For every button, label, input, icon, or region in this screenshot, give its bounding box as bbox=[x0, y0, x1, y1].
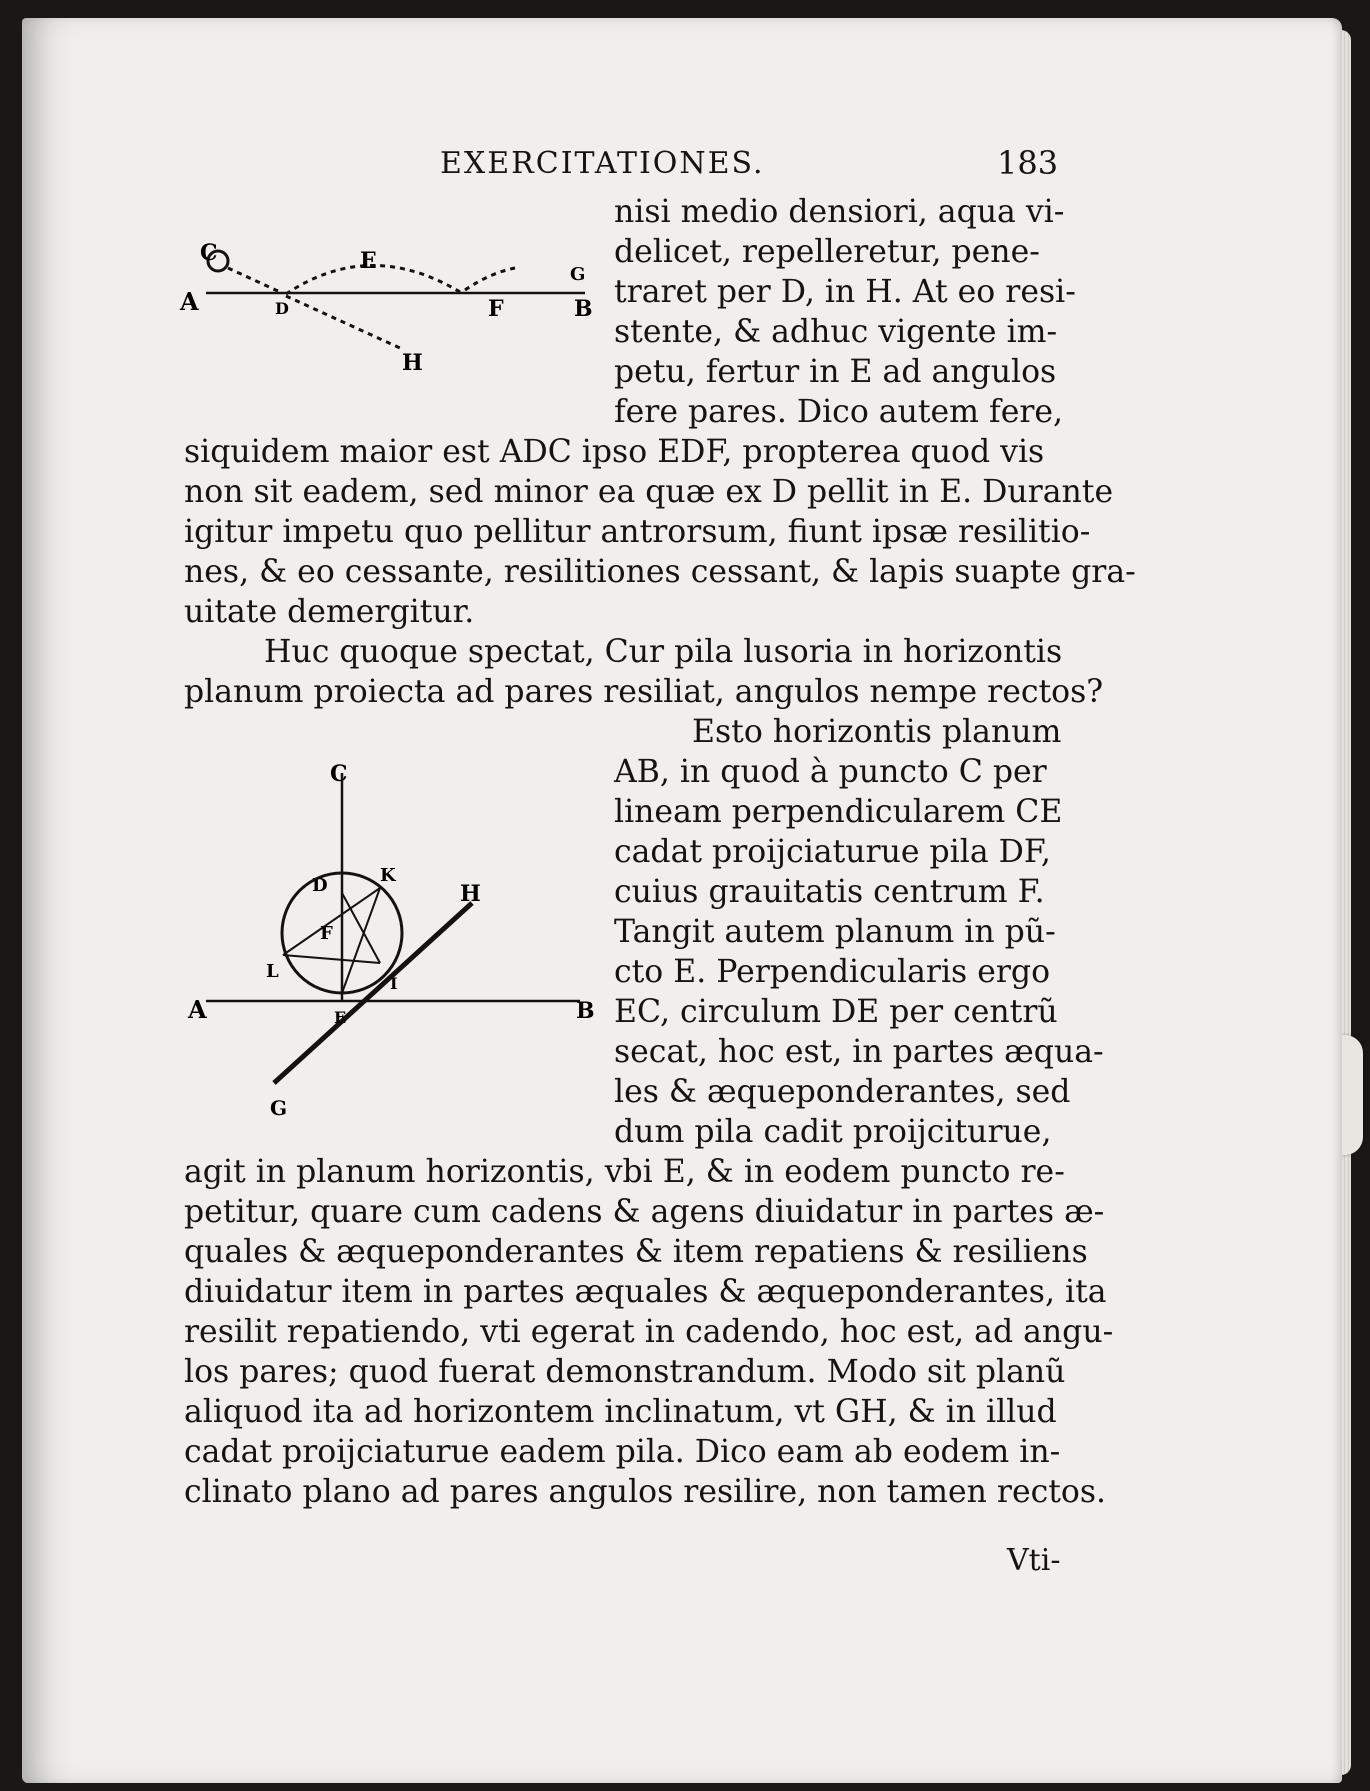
text-line: quales & æqueponderantes & item repatiens & resiliens bbox=[184, 1234, 1088, 1270]
text-line: planum proiecta ad pares resiliat, angulos nempe rectos? bbox=[184, 674, 1104, 710]
text-line: cuius grauitatis centrum F. bbox=[614, 874, 1045, 910]
label-l: L bbox=[266, 961, 279, 982]
text-line: cto E. Perpendicularis ergo bbox=[614, 954, 1051, 990]
label-f: F bbox=[320, 923, 333, 944]
text-line: traret per D, in H. At eo resi- bbox=[614, 274, 1076, 310]
page-number: 183 bbox=[997, 144, 1059, 182]
text-line: diuidatur item in partes æquales & æqueponderantes, ita bbox=[184, 1274, 1107, 1310]
text-line: stente, & adhuc vigente im- bbox=[614, 314, 1058, 350]
refracted-path bbox=[286, 296, 400, 348]
text-line: Huc quoque spectat, Cur pila lusoria in horizontis bbox=[264, 634, 1063, 670]
text-line: non sit eadem, sed minor ea quæ ex D pellit in E. Durante bbox=[184, 474, 1114, 510]
label-k: K bbox=[380, 865, 396, 886]
label-d: D bbox=[275, 299, 289, 318]
label-f: F bbox=[488, 296, 504, 322]
label-c: C bbox=[200, 240, 218, 266]
text-line: siquidem maior est ADC ipso EDF, propterea quod vis bbox=[184, 434, 1045, 470]
chord-li bbox=[283, 955, 380, 963]
text-line: EC, circulum DE per centrũ bbox=[614, 994, 1058, 1030]
figure-skipping-trajectory bbox=[170, 218, 610, 383]
text-line: uitate demergitur. bbox=[184, 594, 475, 630]
text-line: les & æqueponderantes, sed bbox=[614, 1074, 1071, 1110]
label-a: A bbox=[180, 287, 199, 316]
figure-ball-on-plane bbox=[162, 753, 602, 1133]
catchword: Vti- bbox=[1007, 1543, 1061, 1578]
text-line: delicet, repelleretur, pene- bbox=[614, 234, 1040, 270]
text-line: Tangit autem planum in pũ- bbox=[614, 914, 1056, 950]
text-line: cadat proijciaturue eadem pila. Dico eam ab eodem in- bbox=[184, 1434, 1061, 1470]
label-c: C bbox=[330, 761, 348, 787]
text-line: petitur, quare cum cadens & agens diuidatur in partes æ- bbox=[184, 1194, 1105, 1230]
label-b: B bbox=[574, 296, 593, 322]
text-line: igitur impetu quo pellitur antrorsum, fiunt ipsæ resilitio- bbox=[184, 514, 1091, 550]
label-i: I bbox=[390, 974, 398, 993]
label-g: G bbox=[570, 264, 586, 285]
text-line: resilit repatiendo, vti egerat in cadendo, hoc est, ad angu- bbox=[184, 1314, 1114, 1350]
text-line: agit in planum horizontis, vbi E, & in eodem puncto re- bbox=[184, 1154, 1065, 1190]
text-line: cadat proijciaturue pila DF, bbox=[614, 834, 1051, 870]
incoming-path bbox=[228, 268, 280, 292]
label-e: E bbox=[360, 248, 377, 274]
text-line: petu, fertur in E ad angulos bbox=[614, 354, 1057, 390]
book-page bbox=[22, 18, 1342, 1783]
text-line: nisi medio densiori, aqua vi- bbox=[614, 194, 1065, 230]
label-b: B bbox=[576, 998, 595, 1024]
label-g: G bbox=[270, 1096, 288, 1120]
text-line: nes, & eo cessante, resilitiones cessant, & lapis suapte gra- bbox=[184, 554, 1136, 590]
label-h: H bbox=[460, 881, 481, 907]
label-d: D bbox=[312, 875, 328, 896]
label-a: A bbox=[188, 995, 207, 1024]
label-h: H bbox=[402, 350, 423, 376]
text-line: secat, hoc est, in partes æqua- bbox=[614, 1034, 1104, 1070]
text-line: aliquod ita ad horizontem inclinatum, vt GH, & in illud bbox=[184, 1394, 1057, 1430]
text-line: AB, in quod à puncto C per bbox=[614, 754, 1047, 790]
text-line: lineam perpendicularem CE bbox=[614, 794, 1063, 830]
inclined-plane-gh bbox=[274, 903, 472, 1083]
text-line: fere pares. Dico autem fere, bbox=[614, 394, 1064, 430]
chord-lk bbox=[283, 888, 380, 955]
text-line: clinato plano ad pares angulos resilire, non tamen rectos. bbox=[184, 1474, 1107, 1510]
text-line: dum pila cadit proijciturue, bbox=[614, 1114, 1052, 1150]
running-header: EXERCITATIONES. bbox=[440, 146, 765, 181]
text-line: Esto horizontis planum bbox=[692, 714, 1062, 750]
text-line: los pares; quod fuerat demonstrandum. Modo sit planũ bbox=[184, 1354, 1066, 1390]
label-e: E bbox=[334, 1008, 347, 1027]
second-bounce bbox=[465, 268, 515, 290]
